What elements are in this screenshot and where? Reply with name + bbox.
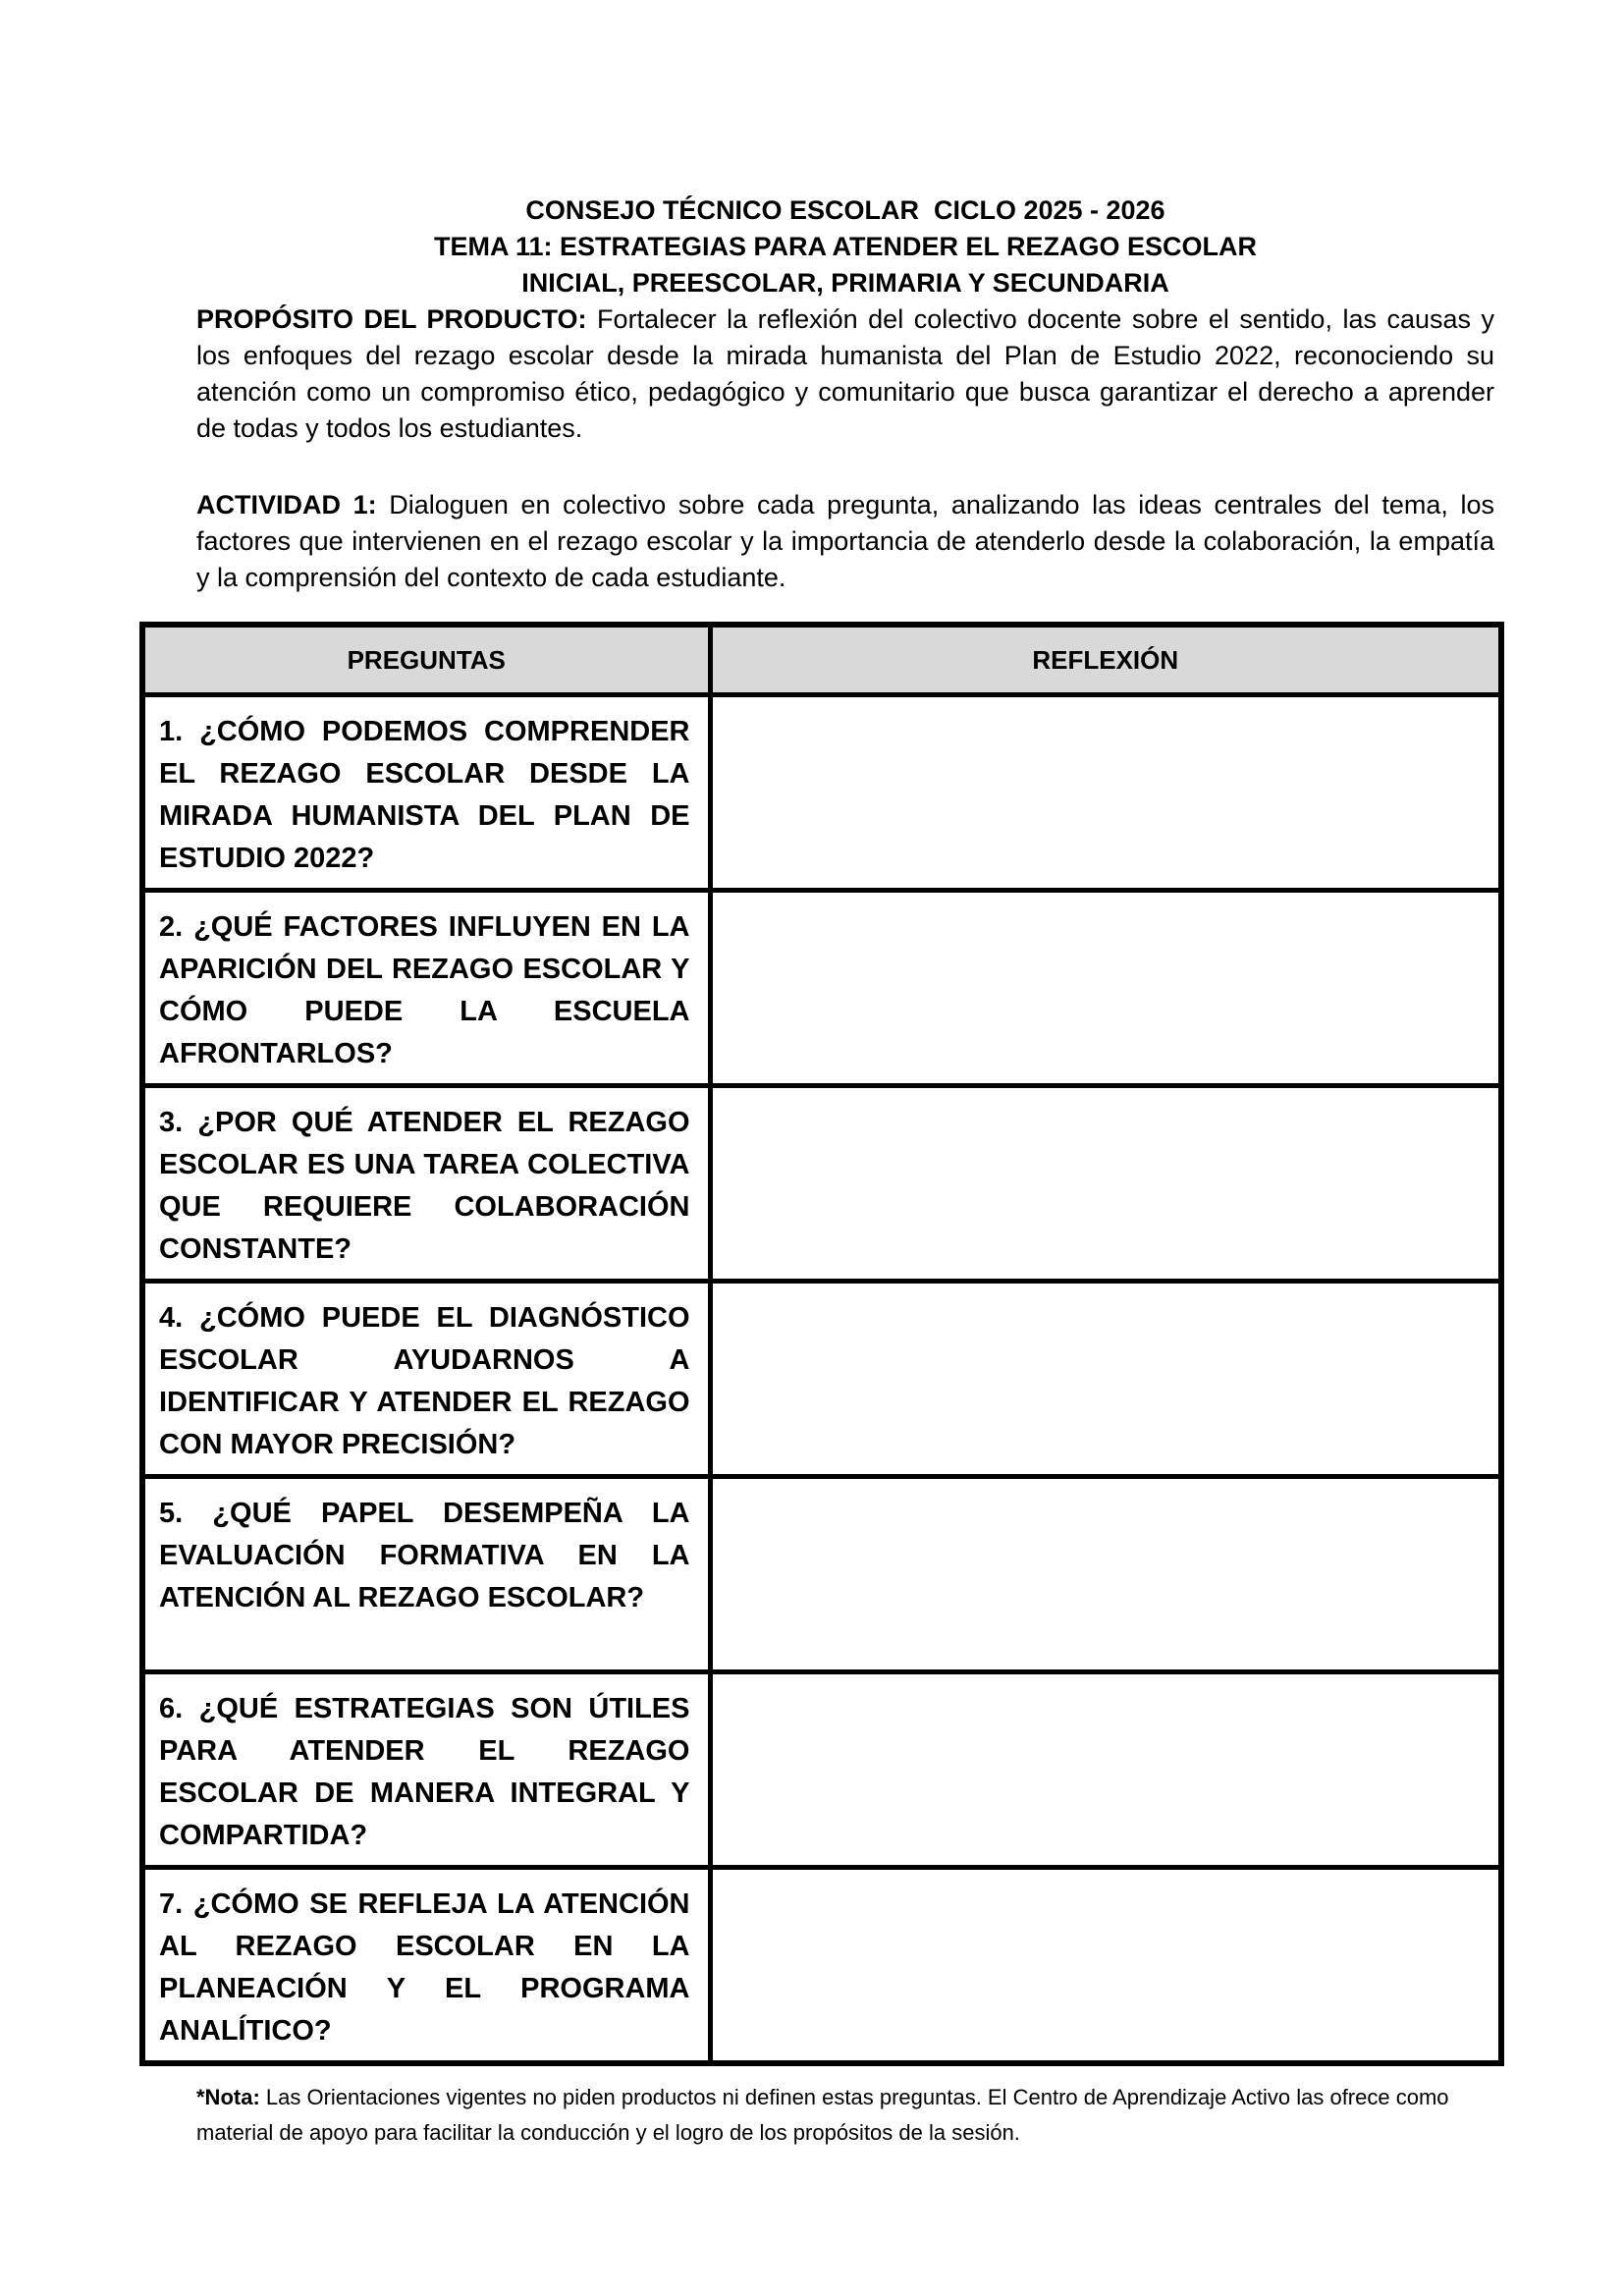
- proposito-paragraph: [196, 301, 1494, 447]
- actividad-label: ACTIVIDAD 1:: [196, 490, 377, 519]
- question-cell-2: 2. ¿QUÉ FACTORES INFLUYEN EN LA APARICIÓN DEL REZAGO ESCOLAR Y CÓMO PUEDE LA ESCUELA AFRONTARLOS?: [142, 891, 710, 1086]
- proposito-label: PROPÓSITO DEL PRODUCTO:: [196, 304, 587, 334]
- reflection-cell-3[interactable]: [710, 1086, 1501, 1282]
- table-row: [142, 891, 1501, 1086]
- question-cell-3: 3. ¿POR QUÉ ATENDER EL REZAGO ESCOLAR ES UNA TAREA COLECTIVA QUE REQUIERE COLABORACIÓN CONSTANTE?: [142, 1086, 710, 1282]
- table-row: [142, 1477, 1501, 1672]
- table-row: [142, 1672, 1501, 1868]
- proposito-text: Fortalecer la reflexión del colectivo docente sobre el sentido, las causas y los enfoques del rezago escolar desde la mirada humanista del Plan de Estudio 2022, reconociendo su atención como un compromiso ético, pedagógico y comunitario que busca garantizar el derecho a aprender de todas y todos los estudiantes.: [196, 304, 1495, 443]
- reflection-cell-4[interactable]: [710, 1282, 1501, 1477]
- table-row: [142, 1086, 1501, 1282]
- table-header-row: [142, 625, 1501, 695]
- column-header-reflexion: REFLEXIÓN: [710, 625, 1501, 695]
- actividad-text: Dialoguen en colectivo sobre cada pregunta, analizando las ideas centrales del tema, los factores que intervienen en el rezago escolar y la importancia de atenderlo desde la colaboración, la empatía y la comprensión del contexto de cada estudiante.: [196, 490, 1494, 592]
- reflection-cell-5[interactable]: [710, 1477, 1501, 1672]
- question-cell-4: 4. ¿CÓMO PUEDE EL DIAGNÓSTICO ESCOLAR AYUDARNOS A IDENTIFICAR Y ATENDER EL REZAGO CON MAYOR PRECISIÓN?: [142, 1282, 710, 1477]
- footnote-label: *Nota:: [196, 2085, 260, 2109]
- preguntas-reflexion-table: [139, 622, 1504, 2066]
- footnote: [196, 2080, 1502, 2151]
- table-row: [142, 1282, 1501, 1477]
- document-title-line-1: CONSEJO TÉCNICO ESCOLAR CICLO 2025 - 2026: [525, 195, 1165, 225]
- reflection-cell-6[interactable]: [710, 1672, 1501, 1868]
- reflection-cell-7[interactable]: [710, 1868, 1501, 2064]
- reflection-cell-2[interactable]: [710, 891, 1501, 1086]
- question-cell-6: 6. ¿QUÉ ESTRATEGIAS SON ÚTILES PARA ATENDER EL REZAGO ESCOLAR DE MANERA INTEGRAL Y COMPARTIDA?: [142, 1672, 710, 1868]
- table-row: [142, 1868, 1501, 2064]
- question-cell-1: 1. ¿CÓMO PODEMOS COMPRENDER EL REZAGO ESCOLAR DESDE LA MIRADA HUMANISTA DEL PLAN DE ESTUDIO 2022?: [142, 695, 710, 891]
- footnote-text: Las Orientaciones vigentes no piden productos ni definen estas preguntas. El Centro de Aprendizaje Activo las ofrece como material de apoyo para facilitar la conducción y el logro de los propósitos de la sesión.: [196, 2085, 1449, 2145]
- actividad-paragraph: [196, 487, 1494, 596]
- table-row: [142, 695, 1501, 891]
- question-cell-7: 7. ¿CÓMO SE REFLEJA LA ATENCIÓN AL REZAGO ESCOLAR EN LA PLANEACIÓN Y EL PROGRAMA ANALÍTICO?: [142, 1868, 710, 2064]
- reflection-cell-1[interactable]: [710, 695, 1501, 891]
- document-title-line-3: INICIAL, PREESCOLAR, PRIMARIA Y SECUNDARIA: [521, 268, 1169, 298]
- column-header-preguntas: PREGUNTAS: [142, 625, 710, 695]
- document-header-block: [196, 192, 1494, 596]
- document-title-line-2: TEMA 11: ESTRATEGIAS PARA ATENDER EL REZAGO ESCOLAR: [433, 232, 1258, 261]
- question-cell-5: 5. ¿QUÉ PAPEL DESEMPEÑA LA EVALUACIÓN FORMATIVA EN LA ATENCIÓN AL REZAGO ESCOLAR?: [142, 1477, 710, 1672]
